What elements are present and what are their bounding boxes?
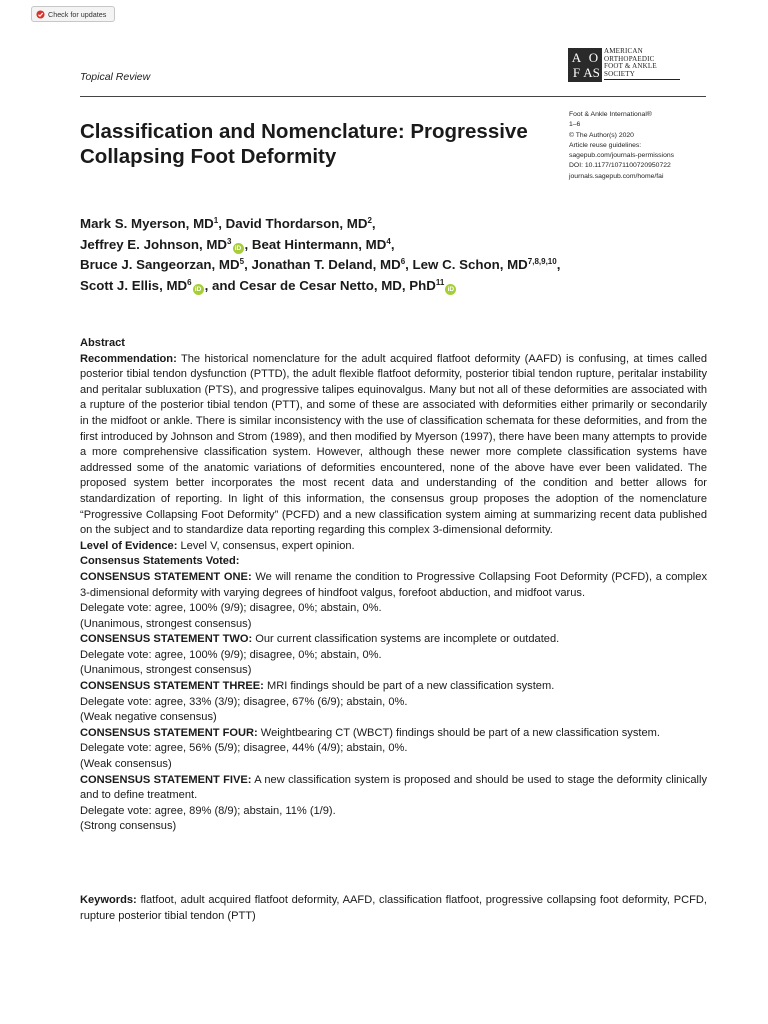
author-separator: , (371, 216, 376, 231)
author-list (80, 214, 700, 296)
header-divider (80, 96, 706, 97)
author-name: Jeffrey E. Johnson, MD (80, 236, 228, 252)
delegate-vote: Delegate vote: agree, 100% (9/9); disagree, 0%; abstain, 0%. (80, 602, 382, 615)
orcid-icon[interactable]: iD (233, 243, 244, 254)
journal-homepage-link[interactable]: journals.sagepub.com/home/fai (569, 172, 664, 180)
author-separator: , (405, 257, 413, 272)
permissions-link[interactable]: sagepub.com/journals-permissions (569, 152, 675, 160)
author-separator: , (244, 236, 252, 252)
author-separator: , and (204, 277, 240, 293)
keywords-section (80, 893, 707, 924)
orcid-icon[interactable]: iD (445, 284, 456, 295)
consensus-result: (Unanimous, strongest consensus) (80, 617, 252, 630)
author-separator: , (244, 257, 252, 272)
author-affiliation: 6 (400, 257, 406, 266)
author-affiliation: 11 (435, 277, 445, 287)
author-name: Jonathan T. Deland, MD (251, 257, 401, 272)
author-name: Lew C. Schon, MD (412, 257, 528, 272)
reuse-guidelines-label: Article reuse guidelines: (569, 141, 642, 149)
abstract-section (80, 336, 707, 835)
author-separator: , (218, 216, 226, 231)
delegate-vote: Delegate vote: agree, 56% (5/9); disagree, 44% (4/9); abstain, 0%. (80, 742, 408, 755)
society-logo (568, 48, 680, 86)
consensus-statement: CONSENSUS STATEMENT TWO: Our current classification systems are incomplete or outdated. (80, 633, 560, 646)
logo-society-name: AMERICAN ORTHOPAEDIC FOOT & ANKLE SOCIETY (604, 48, 680, 80)
logo-monogram: A O F AS (568, 48, 602, 82)
author-affiliation: 1 (213, 216, 219, 225)
consensus-statements (80, 570, 707, 835)
journal-pages: 1–6 (569, 121, 581, 129)
copyright: © The Author(s) 2020 (569, 131, 634, 139)
author-name: Cesar de Cesar Netto, MD, PhD (239, 277, 436, 293)
delegate-vote: Delegate vote: agree, 33% (3/9); disagree, 67% (6/9); abstain, 0%. (80, 695, 408, 708)
consensus-statement: CONSENSUS STATEMENT THREE: MRI findings should be part of a new classification system. (80, 680, 555, 693)
author-affiliation: 7,8,9,10 (527, 257, 557, 266)
author-affiliation: 6 (187, 277, 192, 287)
keywords-text: flatfoot, adult acquired flatfoot deformity, AAFD, classification flatfoot, progressive collapsing foot deformity, PCFD, rupture posterior tibial tendon (PTT) (80, 894, 707, 922)
consensus-result: (Unanimous, strongest consensus) (80, 664, 252, 677)
consensus-statement: CONSENSUS STATEMENT FOUR: Weightbearing CT (WBCT) findings should be part of a new classification system. (80, 726, 660, 739)
check-for-updates-button[interactable] (31, 6, 115, 22)
consensus-statement: CONSENSUS STATEMENT FIVE: A new classification system is proposed and should be used to stage the deformity clinically and to define treatment. (80, 773, 707, 802)
author-name: Beat Hintermann, MD (251, 236, 387, 252)
consensus-result: (Weak negative consensus) (80, 711, 217, 724)
doi[interactable]: DOI: 10.1177/1071100720950722 (569, 162, 671, 170)
level-of-evidence: Level of Evidence: Level V, consensus, expert opinion. (80, 539, 355, 552)
abstract-heading: Abstract (80, 337, 126, 349)
author-affiliation: 5 (239, 257, 245, 266)
author-affiliation: 2 (367, 216, 372, 225)
orcid-icon[interactable]: iD (193, 284, 204, 295)
consensus-statement: CONSENSUS STATEMENT ONE: We will rename the condition to Progressive Collapsing Foot Deformity (PCFD), a complex 3-dimensional deformity with varying degrees of hindfoot valgus, forefoot abduction, and midfoot varus. (80, 570, 707, 599)
author-affiliation: 4 (386, 236, 391, 246)
author-separator: , (390, 236, 395, 252)
check-updates-label: Check for updates (48, 9, 107, 19)
consensus-result: (Weak consensus) (80, 758, 172, 771)
author-name: Scott J. Ellis, MD (80, 277, 188, 293)
journal-info (569, 110, 674, 182)
keywords-label: Keywords: (80, 894, 137, 906)
check-updates-icon (36, 10, 45, 19)
article-title: Classification and Nomenclature: Progressive Collapsing Foot Deformity (80, 120, 528, 168)
author-affiliation: 3 (227, 236, 232, 246)
consensus-result: (Strong consensus) (80, 820, 177, 833)
journal-name: Foot & Ankle International® (569, 111, 652, 118)
author-name: Bruce J. Sangeorzan, MD (80, 257, 240, 272)
delegate-vote: Delegate vote: agree, 89% (8/9); abstain, 11% (1/9). (80, 804, 336, 817)
author-separator: , (556, 257, 561, 272)
author-name: Mark S. Myerson, MD (80, 216, 214, 231)
recommendation-paragraph: Recommendation: The historical nomenclature for the adult acquired flatfoot deformity (AAFD) is confusing, at times called posterior tibial tendon dysfunction (PTTD), the adult flexible flatfoot deformity, posterior tibial tendon rupture, peritalar instability and peritalar subluxation (PTS), and progressive talipes equinovalgus. Many but not all of these deformities are associated with a rupture of the posterior tibial tendon (PTT), and some of these are associated with deformities either primarily or secondarily in the midfoot or ankle. There is similar inconsistency with the use of classification schemata for these deformities, and from the first introduced by Johnson and Strom (1989), and then modified by Myerson (1997), there have been many attempts to provide a more comprehensive classification system. However, although these newer more complete classification systems have addressed some of the anatomic variations of deformities encountered, none of the above have ever been validated. The proposed system better incorporates the most recent data and understanding of the condition and better allows for standardization of reporting. In light of this information, the consensus group proposes the adoption of the nomenclature “Progressive Collapsing Foot Deformity” (PCFD) and a new classification system aiming at summarizing recent data published on the subject and to standardize data reporting regarding this complex 3-dimensional deformity. (80, 352, 707, 537)
consensus-heading: Consensus Statements Voted: (80, 555, 240, 568)
delegate-vote: Delegate vote: agree, 100% (9/9); disagree, 0%; abstain, 0%. (80, 648, 382, 661)
article-type-label: Topical Review (80, 71, 151, 83)
author-name: David Thordarson, MD (225, 216, 368, 231)
